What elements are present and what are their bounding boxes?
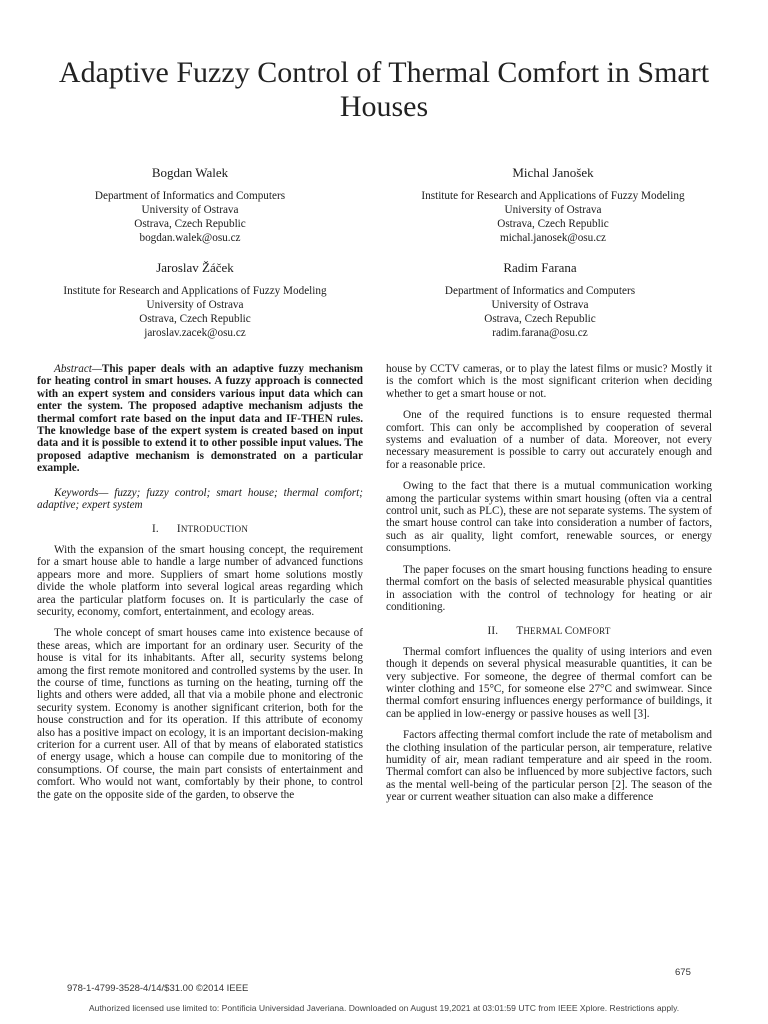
author-block-3 (30, 260, 360, 340)
section-title-rest-2: OMFORT (572, 626, 611, 637)
author-city: Ostrava, Czech Republic (497, 218, 609, 230)
author-name: Radim Farana (503, 260, 577, 275)
section-number: II. (487, 625, 499, 638)
copyright-isbn: 978-1-4799-3528-4/14/$31.00 ©2014 IEEE (67, 983, 249, 994)
left-column (37, 363, 363, 810)
page-number: 675 (675, 967, 691, 978)
right-column (386, 363, 712, 813)
author-name: Bogdan Walek (151, 165, 229, 180)
author-email: jaroslav.zacek@osu.cz (144, 327, 246, 339)
section-heading-thermal-comfort (386, 625, 712, 637)
body-paragraph: The whole concept of smart houses came into existence because of these areas, which are important for an ordinary user. Security of the house is vital for its inhabitants. After all, security systems belong among the first remote monitored and controlled systems by the user. In the course of time, functions as turning on the heating, turning off the lights and others were added, all that via a mobile phone and electronic security system. Economy is another significant criterion, both for the house construction and for its operation. If this attribute of economy also has a positive impact on ecology, it is an important decision-making criterion for a current user. All of that by means of elaborated statistics of energy usage, which a house can compile due to monitoring of the consumptions. Of course, the main part consists of entertainment and comfort. Who would not want, comfortably by their phone, to control the gate on the opposite side of the garden, to observe the (37, 627, 363, 801)
section-title-initial-2: C (564, 625, 573, 638)
author-department: Department of Informatics and Computers (444, 285, 636, 297)
author-university: University of Ostrava (504, 204, 602, 216)
body-paragraph: Thermal comfort influences the quality of using interiors and even though it depends on several physical measurable quantities, it can be very subjective. For someone, the degree of thermal comfort can be winter clothing and 15°C, for someone else 27°C and swimwear. Since thermal comfort ensuring influences energy performance of buildings, it can be applied in low-energy or passive houses as well [3]. (386, 645, 712, 720)
author-city: Ostrava, Czech Republic (134, 218, 246, 230)
section-title-rest: NTRODUCTION (180, 524, 249, 535)
author-university: University of Ostrava (141, 204, 239, 216)
author-university: University of Ostrava (491, 299, 589, 311)
paper-title: Adaptive Fuzzy Control of Thermal Comfort in Smart Houses (58, 56, 710, 123)
body-paragraph: Owing to the fact that there is a mutual communication working among the particular systems within smart housing (often via a central control unit, such as PLC), these are not separate systems. The system of the smart house control can take into consideration a number of factors, such as air quality, light comfort, renewable sources, or energy consumptions. (386, 480, 712, 555)
author-city: Ostrava, Czech Republic (139, 313, 251, 325)
section-number: I. (151, 523, 159, 536)
body-paragraph: Factors affecting thermal comfort include the rate of metabolism and the clothing insulation of the particular person, air temperature, relative humidity of air, mean radiant temperature and air speed in the room. Thermal comfort can also be influenced by more subjective factors, such as the mental well-being of the particular person [2]. The season of the year or current weather situation can also make a difference (386, 729, 712, 804)
author-name: Jaroslav Žáček (156, 260, 234, 275)
abstract (37, 363, 363, 475)
author-name: Michal Janošek (512, 165, 594, 180)
author-university: University of Ostrava (146, 299, 244, 311)
author-department: Institute for Research and Applications of Fuzzy Modeling (63, 285, 327, 297)
author-email: bogdan.walek@osu.cz (139, 232, 241, 244)
abstract-text: This paper deals with an adaptive fuzzy mechanism for heating control in smart houses. A fuzzy approach is connected with an expert system and considers various input data which can enter the system. The proposed adaptive mechanism adjusts the thermal comfort rate based on the input data and IF-THEN rules. The knowledge base of the expert system is created based on input data and it is possible to extend it to other possible input values. The proposed adaptive mechanism is demonstrated on a particular example. (37, 363, 363, 475)
abstract-lead: Abstract— (54, 363, 102, 375)
body-paragraph: house by CCTV cameras, or to play the latest films or music? Mostly it is the comfort which is the most significant criterion when deciding whether to get a smart house or not. (386, 363, 712, 400)
author-block-2 (368, 165, 738, 245)
section-heading-introduction (37, 523, 363, 535)
body-paragraph: With the expansion of the smart housing concept, the requirement for a smart house able to handle a large number of advanced functions appears more and more. Suppliers of smart home solutions mostly divide the whole platform into several logical areas regarding which area the particular platform focuses on. It is particularly the case of security, economy, comfort, entertainment, and ecology areas. (37, 543, 363, 618)
license-footer: Authorized licensed use limited to: Pontificia Universidad Javeriana. Downloaded on August 19,2021 at 03:01:59 UTC from IEEE Xplore. Restrictions apply. (88, 1003, 680, 1013)
author-block-4 (380, 260, 700, 340)
author-email: michal.janosek@osu.cz (500, 232, 606, 244)
section-title-rest: HERMAL (523, 626, 565, 637)
author-department: Institute for Research and Applications of Fuzzy Modeling (421, 190, 685, 202)
body-paragraph: The paper focuses on the smart housing functions heading to ensure thermal comfort on the basis of selected measurable physical quantities in association with the control of technology for heating or air conditioning. (386, 563, 712, 613)
author-block-1 (40, 165, 340, 245)
author-email: radim.farana@osu.cz (492, 327, 588, 339)
section-title-initial: I (176, 523, 181, 536)
keywords: Keywords— fuzzy; fuzzy control; smart house; thermal comfort; adaptive; expert system (37, 486, 363, 512)
section-title-initial: T (516, 625, 524, 638)
author-department: Department of Informatics and Computers (94, 190, 286, 202)
author-city: Ostrava, Czech Republic (484, 313, 596, 325)
body-paragraph: One of the required functions is to ensure requested thermal comfort. This can only be accomplished by cooperation of several systems and evaluation of a number of data. Moreover, not every necessary measurement is possible to carry out accurately enough and for a reasonable price. (386, 409, 712, 471)
